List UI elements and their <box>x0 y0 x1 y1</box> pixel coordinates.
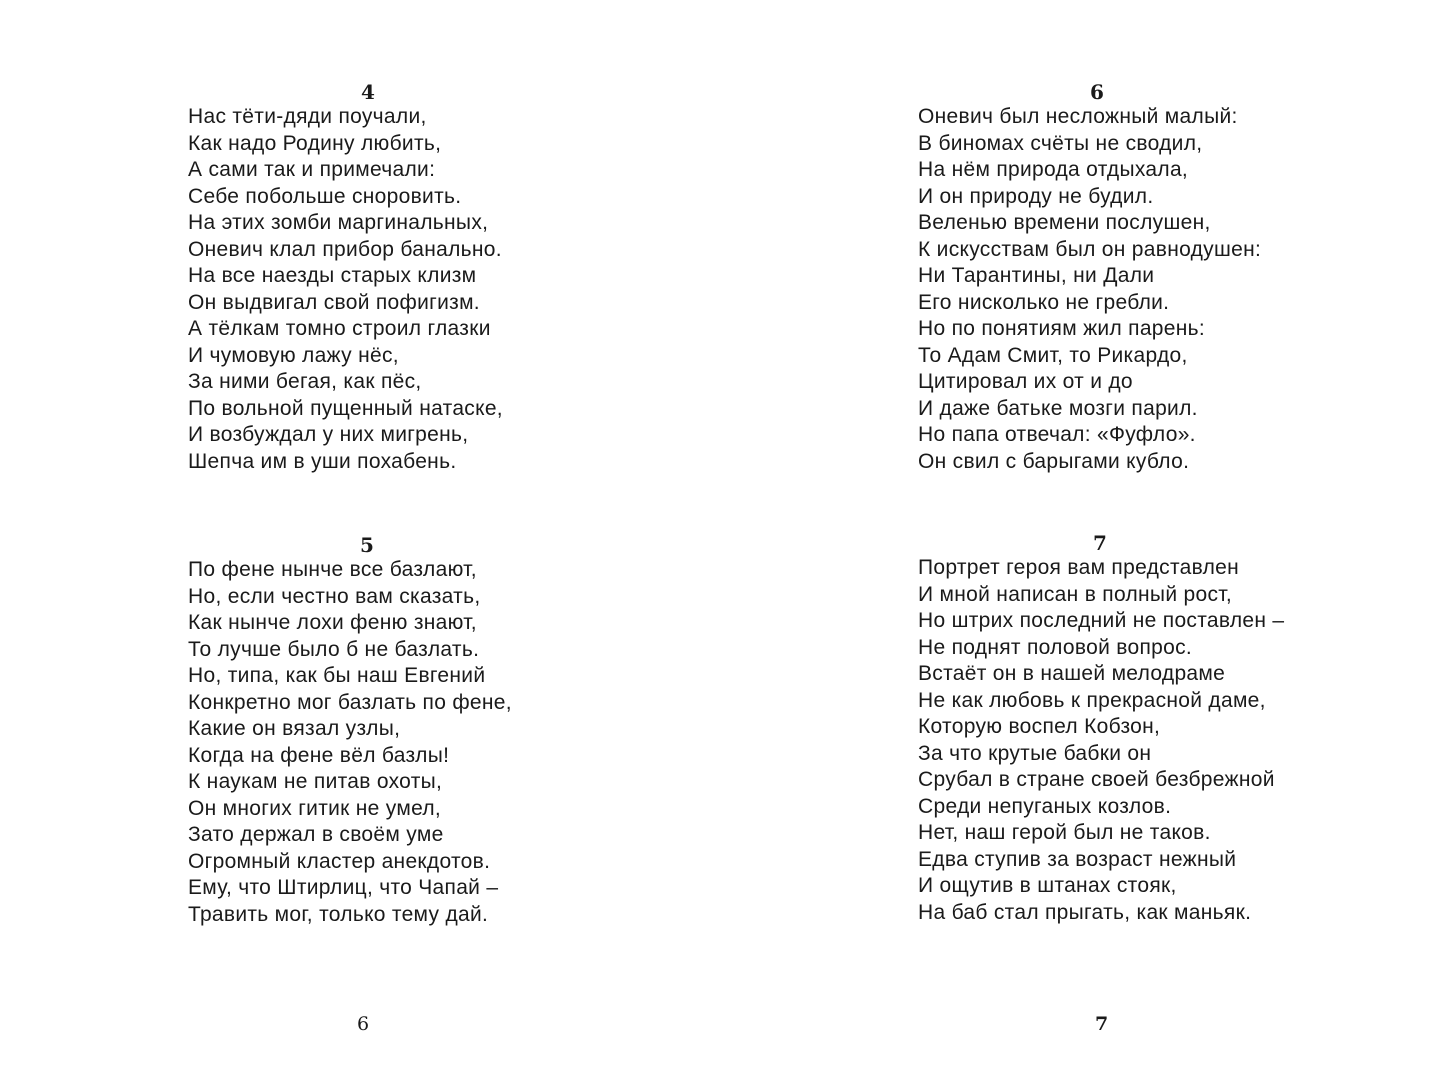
verse-line: К искусствам был он равнодушен: <box>918 237 1262 261</box>
verse-line: Встаёт он в нашей мелодраме <box>918 662 1226 685</box>
verse-line: Себе побольше сноровить. <box>188 184 462 208</box>
verse-line: Зато держал в своём уме <box>188 823 444 846</box>
verse-line: Его нисколько не гребли. <box>918 290 1170 314</box>
verse-line: Какие он вязал узлы, <box>188 717 401 740</box>
verse-line: Как надо Родину любить, <box>188 131 442 155</box>
stanza-number: 6 <box>1090 80 1104 104</box>
verse-line: Оневич клал прибор банально. <box>188 237 502 261</box>
stanza-5 <box>188 533 748 928</box>
stanza-lines <box>188 104 748 475</box>
verse-line: За что крутые бабки он <box>918 741 1152 765</box>
stanza-number: 7 <box>1093 531 1107 555</box>
verse-line: И он природу не будил. <box>918 184 1154 208</box>
verse-line: Ему, что Штирлиц, что Чапай – <box>188 876 499 899</box>
verse-line: И чумовую лажу нёс, <box>188 343 399 367</box>
verse-line: То Адам Смит, то Рикардо, <box>918 343 1188 367</box>
verse-line: Среди непуганых козлов. <box>918 794 1172 818</box>
verse-line: Не поднят половой вопрос. <box>918 635 1193 659</box>
verse-line: На все наезды старых клизм <box>188 264 477 287</box>
verse-line: Но, типа, как бы наш Евгений <box>188 664 486 687</box>
verse-line: По вольной пущенный натаске, <box>188 396 503 420</box>
verse-line: На этих зомби маргинальных, <box>188 211 489 234</box>
page-number-left: 6 <box>357 1013 370 1035</box>
verse-line: Конкретно мог базлать по фене, <box>188 690 512 714</box>
verse-line: Он свил с барыгами кубло. <box>918 449 1190 473</box>
verse-line: Но папа отвечал: «Фуфло». <box>918 423 1196 446</box>
verse-line: По фене нынче все базлают, <box>188 558 477 581</box>
stanza-number: 5 <box>360 533 374 557</box>
verse-line: И возбуждал у них мигрень, <box>188 423 469 446</box>
page-number-right: 7 <box>1095 1013 1109 1035</box>
verse-line: Когда на фене вёл базлы! <box>188 743 450 767</box>
verse-line: Которую воспел Кобзон, <box>918 715 1161 738</box>
verse-line: Ни Тарантины, ни Дали <box>918 264 1155 287</box>
verse-line: Едва ступив за возраст нежный <box>918 847 1237 871</box>
verse-line: К наукам не питав охоты, <box>188 770 443 793</box>
verse-line: Цитировал их от и до <box>918 370 1133 393</box>
verse-line: Оневич был несложный малый: <box>918 105 1238 128</box>
verse-line: Он многих гитик не умел, <box>188 796 442 820</box>
verse-line: Срубал в стране своей безбрежной <box>918 768 1275 791</box>
verse-line: И ощутив в штанах стояк, <box>918 874 1177 897</box>
stanza-7 <box>918 531 1453 926</box>
verse-line: Как нынче лохи феню знают, <box>188 611 477 634</box>
verse-line: Но, если честно вам сказать, <box>188 584 481 608</box>
stanza-lines <box>918 104 1453 475</box>
verse-line: На нём природа отдыхала, <box>918 158 1189 181</box>
verse-line: В биномах счёты не сводил, <box>918 131 1203 155</box>
stanza-6 <box>918 80 1453 475</box>
verse-line: Но по понятиям жил парень: <box>918 317 1206 340</box>
verse-line: Шепча им в уши похабень. <box>188 449 457 473</box>
verse-line: Огромный кластер анекдотов. <box>188 849 491 873</box>
stanza-4 <box>188 80 748 475</box>
stanza-number: 4 <box>361 80 375 104</box>
verse-line: За ними бегая, как пёс, <box>188 370 422 393</box>
verse-line: И мной написан в полный рост, <box>918 582 1232 606</box>
verse-line: Но штрих последний не поставлен – <box>918 609 1285 632</box>
verse-line: То лучше было б не базлать. <box>188 637 480 661</box>
stanza-lines <box>918 555 1453 926</box>
verse-line: На баб стал прыгать, как маньяк. <box>918 900 1252 924</box>
verse-line: Нет, наш герой был не таков. <box>918 821 1211 844</box>
verse-line: Нас тёти-дяди поучали, <box>188 105 427 128</box>
verse-line: А тёлкам томно строил глазки <box>188 317 491 340</box>
verse-line: А сами так и примечали: <box>188 158 436 181</box>
stanza-lines <box>188 557 748 928</box>
verse-line: Травить мог, только тему дай. <box>188 902 489 926</box>
verse-line: Он выдвигал свой пофигизм. <box>188 290 480 314</box>
verse-line: Веленью времени послушен, <box>918 211 1211 234</box>
verse-line: И даже батьке мозги парил. <box>918 396 1198 420</box>
verse-line: Портрет героя вам представлен <box>918 556 1240 579</box>
verse-line: Не как любовь к прекрасной даме, <box>918 688 1266 712</box>
